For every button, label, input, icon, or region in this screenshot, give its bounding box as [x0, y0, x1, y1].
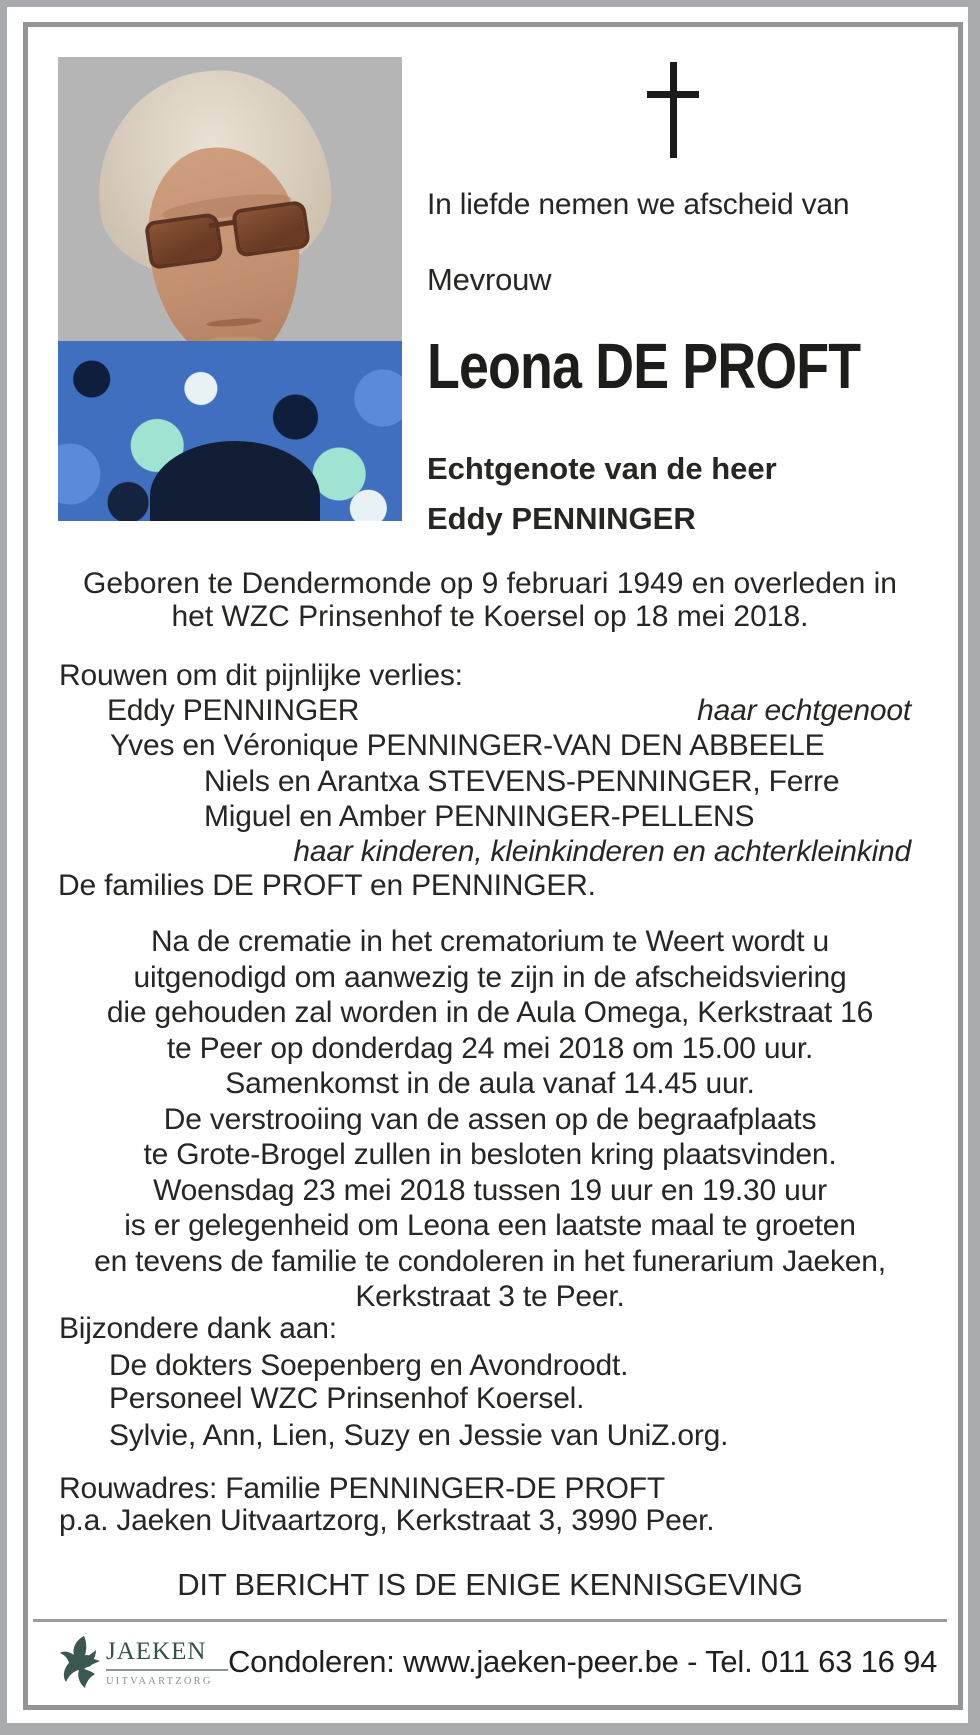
salutation: Mevrouw	[427, 262, 552, 297]
children-relation: haar kinderen, kleinkinderen en achterkleinkind	[293, 835, 911, 868]
mourning-address-line-2: p.a. Jaeken Uitvaartzorg, Kerkstraat 3, 3990 Peer.	[59, 1504, 715, 1537]
cross-icon	[647, 62, 699, 158]
birth-death-paragraph	[30, 567, 950, 633]
spouse-line-1: Echtgenote van de heer	[427, 451, 777, 486]
thanks-title: Bijzondere dank aan:	[59, 1312, 337, 1345]
mourning-address-line-1: Rouwadres: Familie PENNINGER-DE PROFT	[59, 1472, 666, 1505]
ceremony-line: en tevens de familie te condoleren in het funerarium Jaeken,	[94, 1244, 886, 1278]
birth-death-line-1: Geboren te Dendermonde op 9 februari 1949 en overleden in	[83, 567, 897, 600]
footer-divider	[33, 1619, 947, 1622]
portrait-photo	[58, 57, 402, 521]
husband-name: Eddy PENNINGER	[107, 694, 360, 727]
ceremony-line: Samenkomst in de aula vanaf 14.45 uur.	[225, 1067, 755, 1100]
spouse-line-2: Eddy PENNINGER	[427, 501, 696, 536]
deceased-name: Leona DE PROFT	[427, 330, 861, 402]
single-notification-line: DIT BERICHT IS DE ENIGE KENNISGEVING	[177, 1567, 803, 1602]
ceremony-line: is er gelegenheid om Leona een laatste maal te groeten	[124, 1209, 856, 1242]
dove-icon	[60, 1634, 100, 1688]
birth-death-line-2: het WZC Prinsenhof te Koersel op 18 mei 2018.	[171, 600, 809, 633]
ceremony-line: uitgenodigd om aanwezig te zijn in de afscheidsviering	[133, 960, 847, 994]
intro-line: In liefde nemen we afscheid van	[427, 188, 850, 221]
child-line: Niels en Arantxa STEVENS-PENNINGER, Ferre	[204, 765, 840, 798]
families-line: De families DE PROFT en PENNINGER.	[58, 869, 596, 902]
ceremony-line: Na de crematie in het crematorium te Weert wordt u	[150, 925, 830, 958]
child-line: Miguel en Amber PENNINGER-PELLENS	[204, 800, 755, 833]
thanks-item: De dokters Soepenberg en Avondroodt.	[109, 1349, 629, 1382]
ceremony-line: te Peer op donderdag 24 mei 2018 om 15.00 uur.	[166, 1031, 814, 1065]
thanks-item: Sylvie, Ann, Lien, Suzy en Jessie van UniZ.org.	[109, 1419, 729, 1452]
brand-subtitle: UITVAARTZORG	[106, 1676, 213, 1687]
funeral-home-logo	[106, 1638, 230, 1687]
husband-relation: haar echtgenoot	[697, 694, 911, 727]
spouse-of	[427, 444, 777, 544]
thanks-item: Personeel WZC Prinsenhof Koersel.	[109, 1382, 585, 1415]
condolence-contact-line: Condoleren: www.jaeken-peer.be - Tel. 011 63 16 94	[228, 1644, 938, 1679]
ceremony-line: Woensdag 23 mei 2018 tussen 19 uur en 19.30 uur	[153, 1173, 827, 1207]
ceremony-line: te Grote-Brogel zullen in besloten kring plaatsvinden.	[143, 1138, 837, 1171]
ceremony-line: Kerkstraat 3 te Peer.	[355, 1280, 625, 1313]
brand-name: JAEKEN	[106, 1638, 228, 1671]
ceremony-line: De verstrooiing van de assen op de begraafplaats	[163, 1102, 817, 1136]
ceremony-paragraph	[30, 924, 950, 1315]
mourning-title: Rouwen om dit pijnlijke verlies:	[59, 659, 463, 692]
ceremony-line: die gehouden zal worden in de Aula Omega, Kerkstraat 16	[106, 996, 874, 1029]
child-line: Yves en Véronique PENNINGER-VAN DEN ABBEELE	[110, 729, 825, 762]
